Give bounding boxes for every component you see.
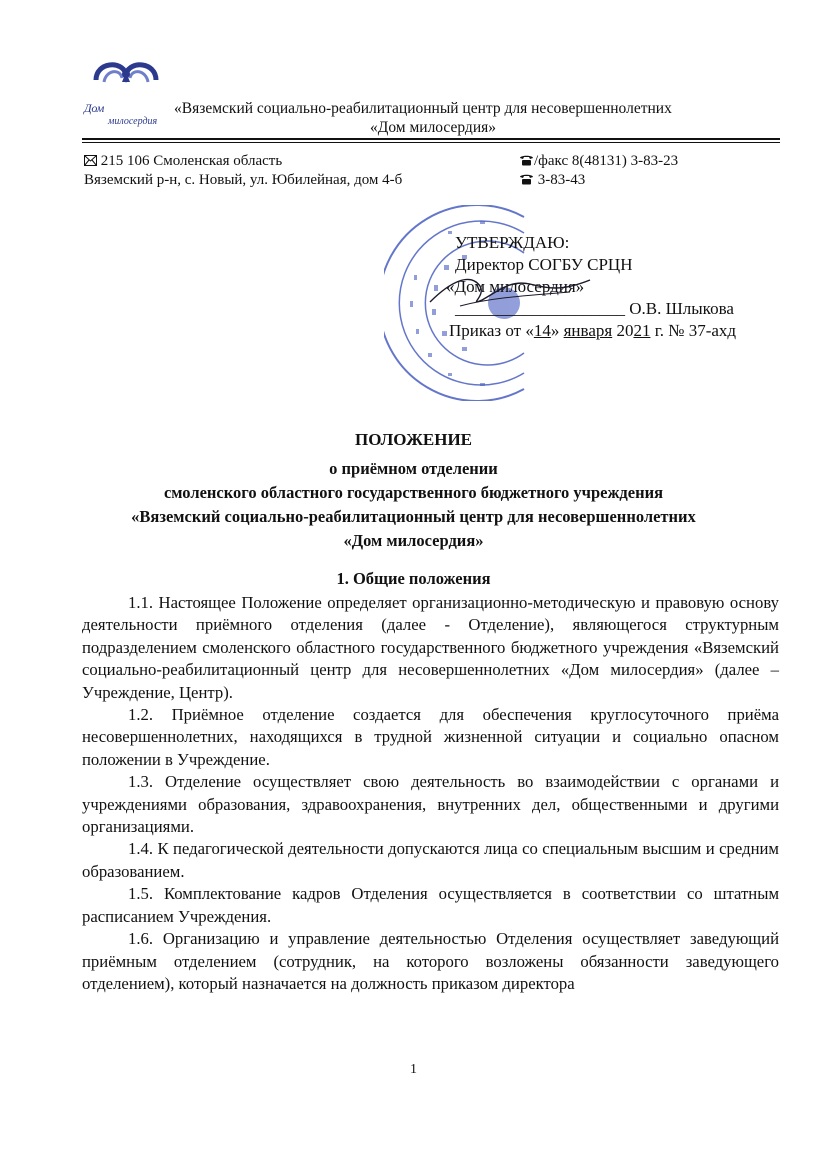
phone-icon xyxy=(519,154,534,166)
paragraph: 1.3. Отделение осуществляет свою деятельность во взаимодействии с органами и учреждениями образования, здравоохранения, внутренних дел, общественными и другими организациями. xyxy=(82,772,779,837)
paragraph: 1.4. К педагогической деятельности допускаются лица со специальным высшим и средним образованием. xyxy=(82,839,779,881)
organization-name-line2: «Дом милосердия» xyxy=(370,119,496,136)
phone-fax-text: /факс 8(48131) 3-83-23 xyxy=(534,153,679,169)
header-rule xyxy=(82,138,780,140)
order-prefix: Приказ от « xyxy=(449,321,534,340)
document-subtitle-line1: о приёмном отделении xyxy=(329,459,498,478)
order-day: 14 xyxy=(533,321,551,340)
organization-name-line1: «Вяземский социально-реабилитационный центр для несовершеннолетних xyxy=(174,100,672,117)
approval-label: УТВЕРЖДАЮ: xyxy=(455,233,570,252)
phone-fax-line xyxy=(519,153,678,170)
phone-icon xyxy=(519,173,534,185)
phone-text: 3-83-43 xyxy=(537,172,586,188)
phone-line xyxy=(519,172,585,189)
order-year-pre: 20 xyxy=(612,321,634,340)
envelope-icon xyxy=(84,155,97,166)
order-year: 21 xyxy=(633,321,651,340)
logo-text-line2: милосердия xyxy=(108,116,158,127)
document-title: ПОЛОЖЕНИЕ xyxy=(355,430,472,449)
document-subtitle-line3: «Вяземский социально-реабилитационный центр для несовершеннолетних xyxy=(131,507,696,526)
paragraph: 1.6. Организацию и управление деятельностью Отделения осуществляет заведующий приёмным отделением (сотрудник, на которого возложены обязанности заведующего отделением), который назначается на должность приказом директора xyxy=(82,929,779,993)
approval-position: Директор СОГБУ СРЦН xyxy=(455,255,633,274)
approval-organization: «Дом милосердия» xyxy=(446,277,585,296)
order-suffix: г. № 37-ахд xyxy=(650,321,737,340)
page-number: 1 xyxy=(410,1062,417,1077)
document-subtitle-line4: «Дом милосердия» xyxy=(343,531,484,550)
handwritten-signature xyxy=(420,262,600,322)
order-month: января xyxy=(563,321,613,340)
signer-name: О.В. Шлыкова xyxy=(629,299,734,318)
address-text-1: 215 106 Смоленская область xyxy=(100,153,283,169)
header-rule-thin xyxy=(82,142,780,143)
address-line2: Вяземский р-н, с. Новый, ул. Юбилейная, дом 4-б xyxy=(84,172,403,188)
address-line1 xyxy=(84,153,282,170)
logo-text-line1: Дом xyxy=(84,101,104,115)
paragraph: 1.2. Приёмное отделение создается для обеспечения круглосуточного приёма несовершеннолетних, находящихся в трудной жизненной ситуации и социально опасном положении в Учреждение. xyxy=(82,705,779,769)
document-subtitle-line2: смоленского областного государственного бюджетного учреждения xyxy=(163,483,664,502)
order-mid: » xyxy=(550,321,564,340)
section-body xyxy=(82,592,779,995)
paragraph: 1.1. Настоящее Положение определяет организационно-методическую и правовую основу деятельности приёмного отделения (далее - Отделение), являющегося структурным подразделением смоленского областного государственного бюджетного учреждения «Вяземский социально-реабилитационный центр для несовершеннолетних «Дом милосердия» (далее – Учреждение, Центр). xyxy=(82,593,779,702)
paragraph: 1.5. Комплектование кадров Отделения осуществляется в соответствии со штатным расписанием Учреждения. xyxy=(82,884,779,926)
section-heading: 1. Общие положения xyxy=(336,569,491,588)
signature-blank: ____________________ xyxy=(455,299,625,318)
approval-order xyxy=(449,321,736,341)
